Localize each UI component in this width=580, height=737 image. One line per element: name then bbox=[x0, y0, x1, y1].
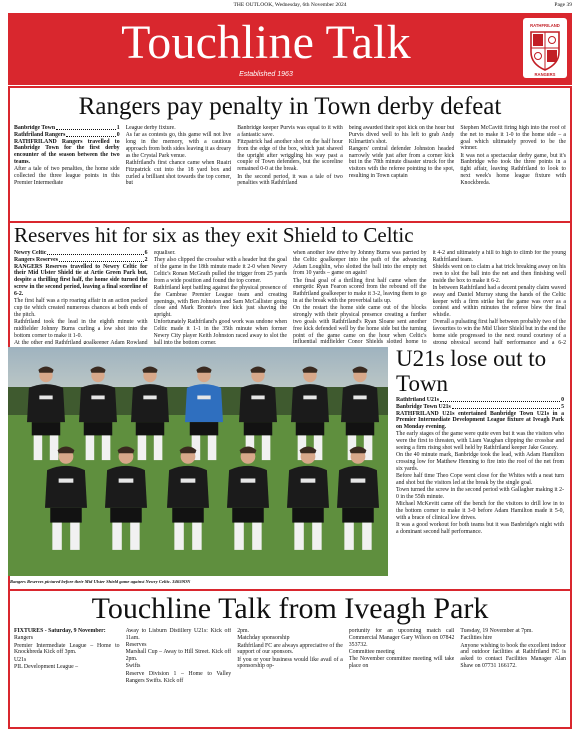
story2-paragraph: At the other end Rathfriland goalkeeper Adam Rowland bbox=[14, 339, 148, 344]
story2-paragraph: equaliser. bbox=[153, 250, 176, 256]
iveagh-body bbox=[14, 628, 566, 726]
iveagh-col-3 bbox=[237, 628, 343, 726]
svg-text:RANGERS: RANGERS bbox=[534, 72, 556, 77]
club-crest bbox=[523, 18, 567, 78]
story2-paragraph: Unfortunately Rathfriland's good work was undone when Celtic made it 1-1 in the 35th minute when former Newry City player Keith Johnston raced away to slot the ball into the bottom corner. bbox=[153, 319, 287, 344]
club-crest-icon bbox=[523, 18, 567, 78]
story2-col-2 bbox=[154, 250, 288, 344]
iveagh-paragraph: U21s bbox=[14, 656, 27, 663]
story2-paragraph: when another low drive by Johnny Burns was parried by the Celtic goalkeeper into the path of the advancing Adam Loughlin, who slotted the ball into the empty net from 10 yards – game on again! bbox=[293, 250, 427, 277]
story1-paragraph: Fitzpatrick had another shot on the half hour from the edge of the box, which just shaved the upright after wriggling his way past a couple of Town defenders, but the scoreline remained 0-0 at the break. bbox=[237, 139, 343, 173]
banner-title: Touchline Talk bbox=[121, 16, 411, 69]
team-photo bbox=[8, 347, 388, 576]
iveagh-col-1 bbox=[14, 628, 120, 726]
story2-paragraph: Rathfriland took the lead in the eighth minute with midfielder Johnny Burns curling a low shot into the bottom corner to make it 1-0. bbox=[14, 318, 148, 339]
story1-body bbox=[14, 125, 566, 219]
story1-col-1 bbox=[14, 125, 120, 219]
iveagh-headline: Touchline Talk from Iveagh Park bbox=[91, 592, 489, 625]
story3-headline: U21s lose out to Town bbox=[396, 346, 547, 396]
story2-score-home: Newry Celtic 6 bbox=[14, 250, 148, 256]
iveagh-paragraph: Away to Lisburn Distillery U21s: Kick off 11am. bbox=[125, 628, 232, 641]
iveagh-paragraph: Facilities hire bbox=[460, 635, 493, 642]
story1-score-away: Rathfriland Rangers 0 bbox=[14, 131, 120, 138]
story2-paragraph: Overall a pulsating first half between probably two of the favourites to win the Mid Ulster Shield but in the end the home side progressed to the next round courtesy of a strong physical second half performance and a 6-2 bbox=[432, 319, 566, 344]
story1-col-2 bbox=[126, 125, 232, 219]
story2-score-away: Rangers Reserves 2 bbox=[14, 256, 148, 263]
story3-paragraph: The early stages of the game were quite even but it was the visitors who were the first to threaten, with Liam Vaughan clipping the crossbar and seeing a firm rising shot well held by Rathfriland keeper Jake Gracey. bbox=[396, 431, 564, 452]
story1-paragraph: Stephen McCavitt firing high into the roof of the net to make it 1-0 to the home side – a goal which ultimately proved to be the winner. bbox=[460, 125, 566, 152]
iveagh-paragraph: Rangers bbox=[14, 635, 33, 642]
iveagh-paragraph: PIL Development League – bbox=[14, 663, 79, 670]
story3-paragraph: On the 40 minute mark, Banbridge took the lead, with Adam Hamilton crossing low for Matthew Henning to fire into the roof of the net from six yards. bbox=[396, 452, 564, 472]
touchline-talk-banner bbox=[8, 13, 572, 85]
story2-paragraph: it 4-2 and ultimately a hill to high to climb for the young Rathfriland team. bbox=[432, 250, 566, 263]
story2-col-3 bbox=[293, 250, 427, 344]
page-label: Page 39 bbox=[554, 2, 572, 8]
iveagh-paragraph: Swifts bbox=[125, 663, 141, 670]
fixtures-heading: FIXTURES - Saturday, 9 November: bbox=[14, 628, 106, 634]
story1-paragraph: Banbridge keeper Purvis was equal to it with a fantastic save. bbox=[237, 125, 343, 138]
iveagh-col-4 bbox=[349, 628, 455, 726]
iveagh-paragraph: Rathfriland FC are always appreciative of the support of our sponsors. bbox=[237, 642, 343, 656]
team-photo-image bbox=[8, 347, 388, 576]
story1-intro: RATHFRILAND Rangers travelled to Banbridge Town for the first derby encounter of the season between the two teams. bbox=[14, 138, 120, 165]
story2-paragraph: They also clipped the crossbar with a header but the goal of the game in the 18th minute made it 2-0 when Newry Celtic's Ronan McGrath pulled the trigger from 25 yards from a wide position and found the top corner. bbox=[153, 257, 287, 284]
story2-intro: RANGERS Reserves travelled to Newry Celtic for their Mid Ulster Shield tie at Artie Green Park but, despite a thrilling first half, the home side turned the screw in the second period, leaving a final scoreline of 6-2. bbox=[14, 263, 148, 297]
story3-intro: RATHFRILAND U21s entertained Banbridge Town U21s in a Premier Intermediate Development League fixture at Iveagh Park on Monday evening. bbox=[396, 410, 564, 431]
story1-paragraph: As far as contests go, this game will not live long in the memory, with a cautious approach from both sides leaving it as dreary as the Crystal Park venue. bbox=[125, 132, 232, 159]
iveagh-paragraph: Anyone wishing to book the excellent indoor and outdoor facilities at Rathfriland FC is asked to contact Facilities Manager Alan Shaw on 07731 166172. bbox=[460, 642, 566, 669]
iveagh-paragraph: Marshall Cup – Away to Hill Street. Kick off 2pm. bbox=[125, 649, 232, 663]
banner-tagline: Established 1963 bbox=[239, 71, 293, 78]
iveagh-paragraph: Reserve Division 1 – Home to Valley Rangers Swifts. Kick off bbox=[125, 670, 232, 684]
story2-paragraph: Shields went on to claim a hat trick breaking away on his own to slot the ball into the net and then finishing well inside the box to make it 6-2. bbox=[432, 264, 566, 284]
iveagh-col-5 bbox=[460, 628, 566, 726]
story1-paragraph: League derby fixture. bbox=[125, 125, 176, 131]
story2-headline: Reserves hit for six as they exit Shield to Celtic bbox=[14, 223, 414, 247]
story3-paragraph: Michael McKevitt came off the bench for the visitors to drill low in to the bottom corner to make it 3-0 before Adam Hamilton made it 5-0, with a brace of clinical low drives. bbox=[396, 501, 564, 522]
story1-paragraph: Rangers' central defender Johnston headed narrowly wide just after from a corner kick but in the 78th minute disaster struck for the visitors with the referee pointing to the spot, resulting in Town captain bbox=[348, 145, 455, 180]
story1-col-3 bbox=[237, 125, 343, 219]
story3-paragraph: It was a good workout for both teams but it was Banbridge's night with a dominant second half performance. bbox=[396, 522, 564, 536]
iveagh-paragraph: Tuesday, 19 November at 7pm. bbox=[460, 628, 533, 634]
iveagh-paragraph: Committee meeting bbox=[348, 648, 395, 655]
iveagh-paragraph: If you or your business would like avail of a sponsorship op- bbox=[237, 656, 343, 670]
iveagh-paragraph: Matchday sponsorship bbox=[237, 635, 290, 642]
section-divider bbox=[8, 589, 572, 591]
story2-paragraph: In between Rathfriland had a decent penalty claim waved away and Daniel Murray stung the hands of the Celtic keeper with a firm strike but the game was over as a contest and within minutes the referee blew the final whistle. bbox=[432, 284, 566, 319]
story2-paragraph: The final goal of a thrilling first half came when the energetic Ryan Fearon scored from the rebound off the Rathfriland goalkeeper to make it 3-2, leaving them to go in at the break with the proverbial tails up. bbox=[293, 277, 427, 305]
story1-col-5 bbox=[460, 125, 566, 219]
story2-paragraph: On the restart the home side came out of the blocks strongly with their physical presence creating a further two goals with Rathfriland's Ryan Sloane sent another free kick defended well by the home side but the turning point of the game came on the hour when Celtic's influential midfielder Conor Shields slotted home to bbox=[293, 305, 427, 344]
story1-paragraph: It was not a spectacular derby game, but it's Banbridge who took the three points in a tight affair, leaving Rathfriland to look to next week's home league fixture with Knockbreda. bbox=[460, 152, 566, 186]
iveagh-paragraph: Reserves bbox=[125, 642, 147, 649]
story2-body bbox=[14, 250, 566, 344]
story1-headline: Rangers pay penalty in Town derby defeat bbox=[78, 93, 502, 120]
story1-score-home: Banbridge Town 1 bbox=[14, 125, 120, 131]
svg-text:RATHFRILAND: RATHFRILAND bbox=[530, 23, 560, 28]
iveagh-paragraph: The November committee meeting will take place on bbox=[348, 656, 455, 669]
story2-paragraph: Rathfriland kept battling against the physical presence of the Cambrae Premier League team and creating openings, with Ben Johnston and Sam McCallister going close and Mark Bronte's free kick just shaving the upright. bbox=[153, 284, 287, 319]
story3-body bbox=[396, 397, 564, 580]
story1-paragraph: being awarded their spot kick on the hour but Purvis dived well to his left to grab Andy Kilmartin's shot. bbox=[348, 125, 455, 145]
photo-caption: Rangers Reserves pictured before their Mid Ulster Shield game against Newry Celtic. 34659ON bbox=[10, 579, 191, 584]
story3-score-away: Banbridge Town U21s 5 bbox=[396, 403, 564, 410]
story1-col-4 bbox=[349, 125, 455, 219]
story3-paragraph: Town turned the screw in the second period with Gallagher making it 2-0 in the 55th minute. bbox=[396, 487, 564, 501]
iveagh-paragraph: portunity for an upcoming match call Commercial Manager Gary Wilson on 07842 353732. bbox=[348, 628, 455, 648]
story2-paragraph: The first half was a rip roaring affair in an action packed cup tie which created numerous chances at both ends of the pitch. bbox=[14, 298, 148, 318]
story3-score-home: Rathfriland U21s 0 bbox=[396, 397, 564, 403]
iveagh-paragraph: 2pm. bbox=[237, 628, 249, 634]
story1-paragraph: Rathfriland's first chance came when Ruairi Fitzpatrick cut into the 18 yard box and curled a brilliant shot towards the top corner, but bbox=[125, 159, 232, 187]
story3-paragraph: Before half time Theo Cope went close for the Whites with a neat turn and shot but the visitors led at the break by the single goal. bbox=[396, 473, 564, 487]
iveagh-paragraph: Premier Intermediate League – Home to Knockbreda Kick off 3pm. bbox=[14, 642, 120, 656]
iveagh-col-2 bbox=[126, 628, 232, 726]
story1-paragraph: In the second period, it was a tale of two penalties with Rathfriland bbox=[237, 173, 343, 187]
publication-line: THE OUTLOOK, Wednesday, 6th November 2024 bbox=[233, 2, 347, 8]
story2-col-1 bbox=[14, 250, 148, 344]
story1-paragraph: After a tale of two penalties, the home side collected the three league points in this Premier Intermediate bbox=[14, 166, 120, 186]
publication-header bbox=[8, 2, 572, 12]
story2-col-4 bbox=[433, 250, 567, 344]
